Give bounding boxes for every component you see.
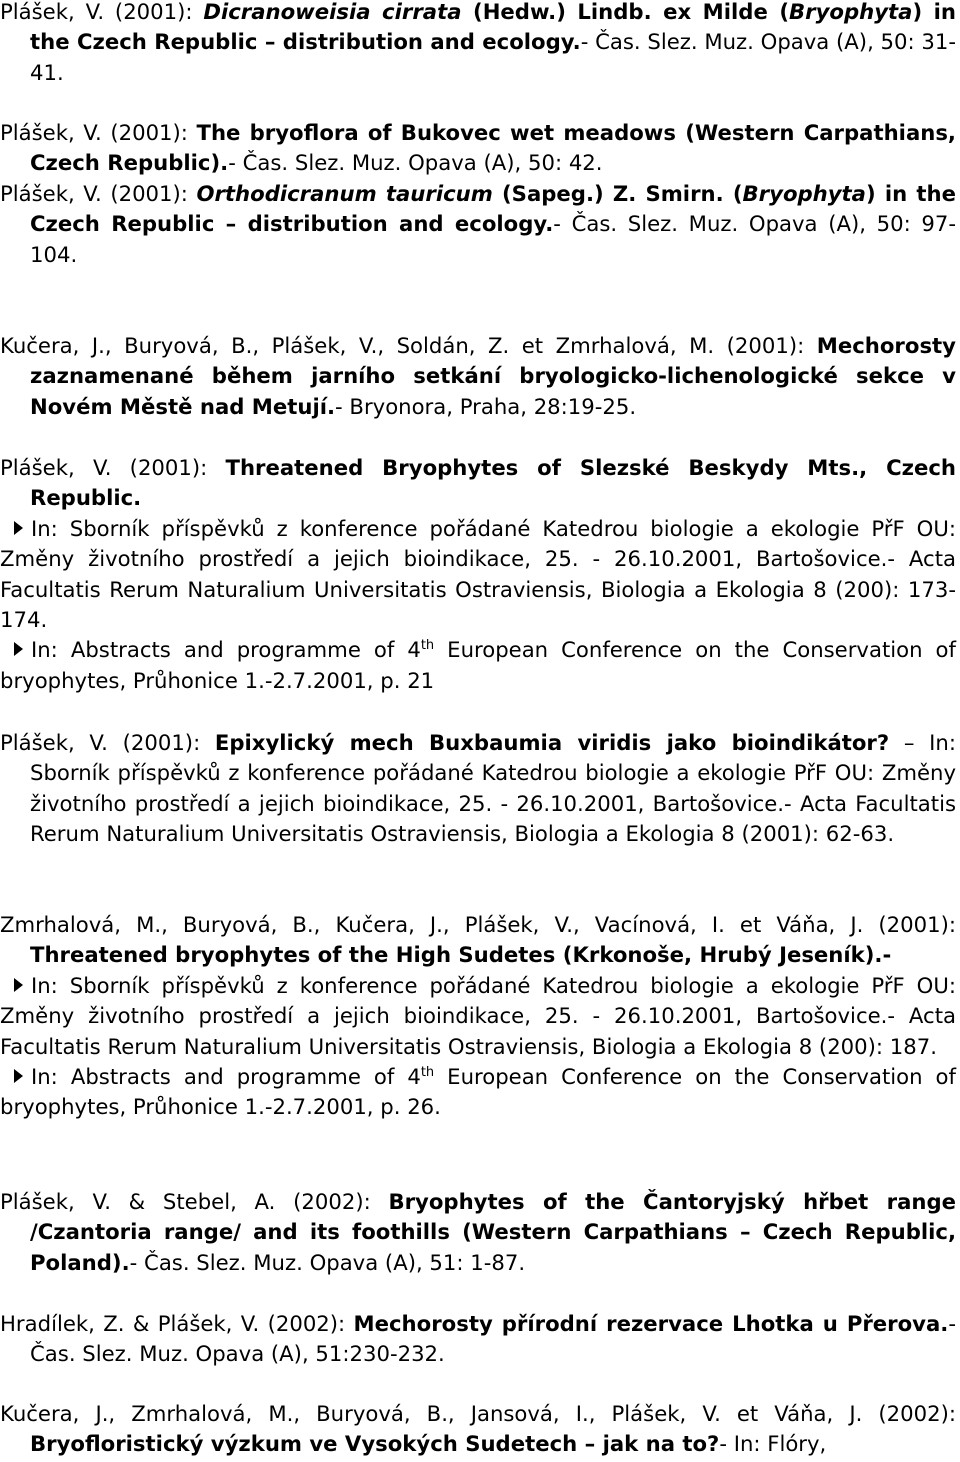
reference-note: In: Abstracts and programme of 4th European Conference on the Conservation of bryophytes, Průhonice 1.-2.7.2001, p. 21 — [0, 637, 956, 693]
bullet-triangle-icon — [14, 978, 23, 992]
reference-entry: Kučera, J., Buryová, B., Plášek, V., Soldán, Z. et Zmrhalová, M. (2001): Mechorosty zaznamenané během jarního setkání bryologicko-lichenologické sekce v Novém Městě nad Metují.- Bryonora, Praha, 28:19-25. — [0, 333, 956, 419]
reference-note: In: Sborník příspěvků z konference pořádané Katedrou biologie a ekologie PřF OU: Změny životního prostředí a jejich bioindikace, 25. - 26.10.2001, Bartošovice.- Acta Facultatis Rerum Naturalium Universitatis Ostraviensis, Biologia a Ekologia 8 (200): 173-174. — [0, 515, 956, 633]
reference-entry: Hradílek, Z. & Plášek, V. (2002): Mechorosty přírodní rezervace Lhotka u Přerova.- Čas. Slez. Muz. Opava (A), 51:230-232. — [0, 1311, 956, 1367]
bullet-triangle-icon — [14, 642, 23, 656]
reference-entry: Plášek, V. & Stebel, A. (2002): Bryophytes of the Čantoryjský hřbet range /Czantoria range/ and its foothills (Western Carpathians – Czech Republic, Poland).- Čas. Slez. Muz. Opava (A), 51: 1-87. — [0, 1189, 956, 1275]
reference-entry: Plášek, V. (2001): Dicranoweisia cirrata (Hedw.) Lindb. ex Milde (Bryophyta) in the Czech Republic – distribution and ecology.- Čas. Slez. Muz. Opava (A), 50: 31-41. — [0, 0, 957, 85]
reference-entry: Plášek, V. (2001): Epixylický mech Buxbaumia viridis jako bioindikátor? – In: Sborník příspěvků z konference pořádané Katedrou biologie a ekologie PřF OU: Změny životního prostředí a jejich bioindikace, 25. - 26.10.2001, Bartošovice.- Acta Facultatis Rerum Naturalium Universitatis Ostraviensis, Biologia a Ekologia 8 (2001): 62-63. — [0, 730, 956, 847]
reference-entry: Plášek, V. (2001): Orthodicranum tauricum (Sapeg.) Z. Smirn. (Bryophyta) in the Czech Republic – distribution and ecology.- Čas. Slez. Muz. Opava (A), 50: 97-104. — [0, 181, 956, 267]
reference-note: In: Abstracts and programme of 4th European Conference on the Conservation of bryophytes, Průhonice 1.-2.7.2001, p. 26. — [0, 1064, 956, 1120]
bullet-triangle-icon — [14, 1069, 23, 1083]
reference-entry: Kučera, J., Zmrhalová, M., Buryová, B., Jansová, I., Plášek, V. et Váňa, J. (2002): Bryofloristický výzkum ve Vysokých Sudetech – jak na to?- In: Flóry, — [0, 1401, 956, 1457]
reference-entry: Zmrhalová, M., Buryová, B., Kučera, J., Plášek, V., Vacínová, I. et Váňa, J. (2001): Threatened bryophytes of the High Sudetes (Krkonoše, Hrubý Jeseník).- In: Sborník příspěvků z konference pořádané Katedrou biologie a ekologie PřF OU: Změny životního prostředí a jejich bioindikace, 25. - 26.10.2001, Bartošovice.- Acta Facultatis Rerum Naturalium Universitatis Ostraviensis, Biologia a Ekologia 8 (200): 187. In: Abstracts and programme of 4th European Conference on the Conservation of bryophytes, Průhonice 1.-2.7.2001, p. 26. — [0, 910, 956, 1123]
reference-entry: Plášek, V. (2001): Threatened Bryophytes of Slezské Beskydy Mts., Czech Republic. In: Sborník příspěvků z konference pořádané Katedrou biologie a ekologie PřF OU: Změny životního prostředí a jejich bioindikace, 25. - 26.10.2001, Bartošovice.- Acta Facultatis Rerum Naturalium Universitatis Ostraviensis, Biologia a Ekologia 8 (200): 173-174. In: Abstracts and programme of 4th European Conference on the Conservation of bryophytes, Průhonice 1.-2.7.2001, p. 21 — [0, 453, 956, 696]
bullet-triangle-icon — [14, 521, 23, 535]
reference-note: In: Sborník příspěvků z konference pořádané Katedrou biologie a ekologie PřF OU: Změny životního prostředí a jejich bioindikace, 25. - 26.10.2001, Bartošovice.- Acta Facultatis Rerum Naturalium Universitatis Ostraviensis, Biologia a Ekologia 8 (200): 187. — [0, 972, 956, 1059]
reference-entry: Plášek, V. (2001): The bryoflora of Bukovec wet meadows (Western Carpathians, Czech Republic).- Čas. Slez. Muz. Opava (A), 50: 42. — [0, 120, 956, 176]
